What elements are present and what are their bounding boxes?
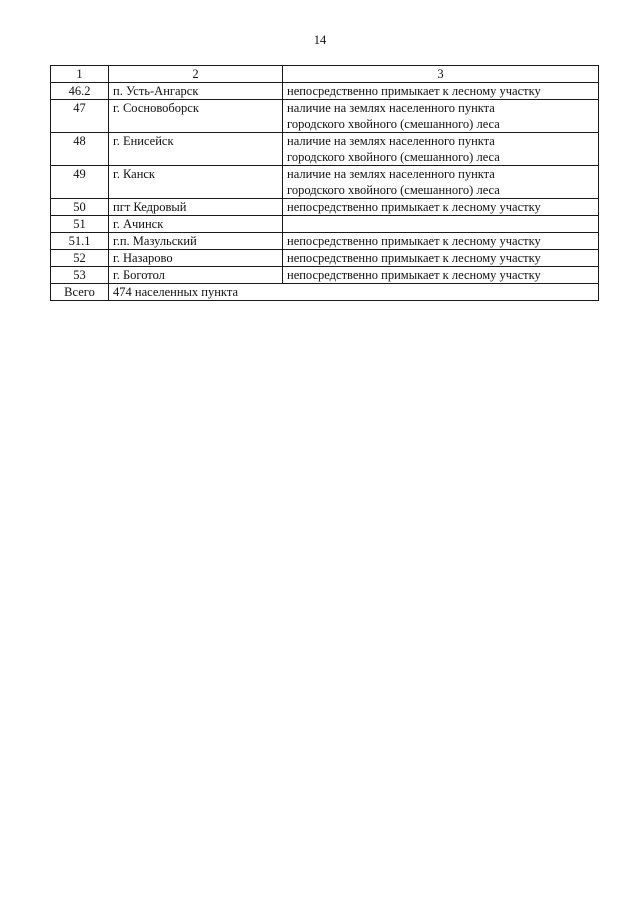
settlement-name: г.п. Мазульский (109, 233, 283, 250)
total-value: 474 населенных пункта (109, 284, 599, 301)
table-row (51, 267, 599, 284)
table-row (51, 216, 599, 233)
settlement-description (283, 199, 599, 216)
row-number: 48 (51, 133, 109, 166)
settlement-description (283, 267, 599, 284)
description-line: городского хвойного (смешанного) леса (287, 183, 500, 197)
column-header-2: 2 (109, 66, 283, 83)
row-number: 52 (51, 250, 109, 267)
table-row (51, 233, 599, 250)
row-number: 53 (51, 267, 109, 284)
settlement-name: п. Усть-Ангарск (109, 83, 283, 100)
settlement-description (283, 166, 599, 199)
table-header-row (51, 66, 599, 83)
total-row (51, 284, 599, 301)
row-number: 51.1 (51, 233, 109, 250)
settlement-name: г. Ачинск (109, 216, 283, 233)
description-line: городского хвойного (смешанного) леса (287, 150, 500, 164)
row-number: 46.2 (51, 83, 109, 100)
table-body (51, 66, 599, 301)
table-row (51, 250, 599, 267)
settlement-name: г. Боготол (109, 267, 283, 284)
column-header-3: 3 (283, 66, 599, 83)
table-row (51, 100, 599, 133)
description-line: городского хвойного (смешанного) леса (287, 117, 500, 131)
settlement-description (283, 216, 599, 233)
total-label: Всего (51, 284, 109, 301)
table-row (51, 166, 599, 199)
description-line: наличие на землях населенного пункта (287, 167, 495, 181)
row-number: 49 (51, 166, 109, 199)
settlement-name: пгт Кедровый (109, 199, 283, 216)
description-line: наличие на землях населенного пункта (287, 134, 495, 148)
settlements-table (50, 65, 599, 301)
settlement-name: г. Канск (109, 166, 283, 199)
settlement-description (283, 233, 599, 250)
table-row (51, 133, 599, 166)
row-number: 47 (51, 100, 109, 133)
description-line: непосредственно примыкает к лесному участку (287, 251, 541, 265)
settlement-description (283, 133, 599, 166)
settlement-description (283, 83, 599, 100)
settlement-description (283, 250, 599, 267)
description-line: непосредственно примыкает к лесному участку (287, 234, 541, 248)
row-number: 51 (51, 216, 109, 233)
description-line: непосредственно примыкает к лесному участку (287, 268, 541, 282)
page-number: 14 (313, 33, 327, 47)
settlement-name: г. Сосновоборск (109, 100, 283, 133)
description-line: непосредственно примыкает к лесному участку (287, 200, 541, 214)
settlement-description (283, 100, 599, 133)
row-number: 50 (51, 199, 109, 216)
column-header-1: 1 (51, 66, 109, 83)
description-line: наличие на землях населенного пункта (287, 101, 495, 115)
table-row (51, 83, 599, 100)
description-line (287, 216, 598, 232)
settlement-name: г. Назарово (109, 250, 283, 267)
table-row (51, 199, 599, 216)
settlement-name: г. Енисейск (109, 133, 283, 166)
description-line: непосредственно примыкает к лесному участку (287, 84, 541, 98)
